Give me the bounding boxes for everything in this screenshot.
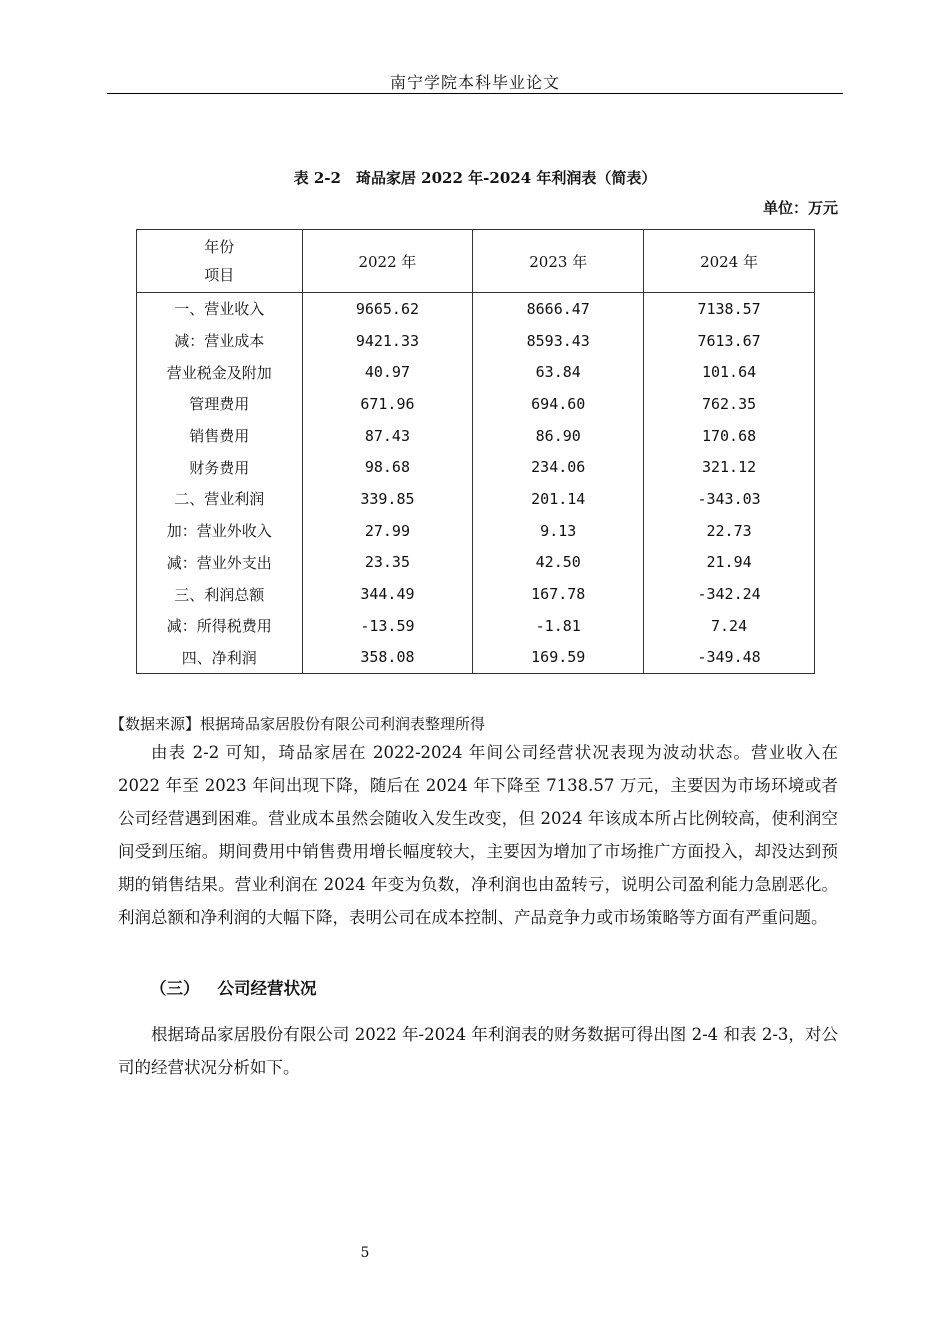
row-value: 344.49: [302, 578, 473, 610]
row-label: 财务费用: [137, 451, 303, 483]
row-value: 169.59: [473, 642, 644, 674]
table-row: [137, 325, 815, 357]
table-unit: 单位：万元: [762, 199, 838, 217]
row-label: 减：所得税费用: [137, 610, 303, 642]
row-value: 27.99: [302, 515, 473, 547]
row-value: 201.14: [473, 483, 644, 515]
row-value: 7.24: [644, 610, 815, 642]
row-value: -342.24: [644, 578, 815, 610]
table-row: [137, 578, 815, 610]
row-label: 加：营业外收入: [137, 515, 303, 547]
running-header: 南宁学院本科毕业论文: [389, 73, 560, 92]
row-value: 7138.57: [644, 293, 815, 325]
year-header-2022: 2022 年: [302, 230, 473, 293]
row-value: 671.96: [302, 388, 473, 420]
row-value: 22.73: [644, 515, 815, 547]
row-value: 339.85: [302, 483, 473, 515]
row-label: 一、营业收入: [137, 293, 303, 325]
profit-table: [136, 229, 815, 674]
page-number: 5: [360, 1245, 370, 1261]
table-row: [137, 451, 815, 483]
row-value: 87.43: [302, 420, 473, 452]
section-title: 公司经营状况: [217, 979, 317, 998]
row-value: 98.68: [302, 451, 473, 483]
row-value: 7613.67: [644, 325, 815, 357]
year-header-2024: 2024 年: [644, 230, 815, 293]
row-value: 9665.62: [302, 293, 473, 325]
row-value: 40.97: [302, 356, 473, 388]
table-row: [137, 515, 815, 547]
row-label: 销售费用: [137, 420, 303, 452]
row-value: 9421.33: [302, 325, 473, 357]
row-label: 管理费用: [137, 388, 303, 420]
table-body: [137, 293, 815, 674]
row-value: 9.13: [473, 515, 644, 547]
row-value: 8593.43: [473, 325, 644, 357]
row-label: 减：营业外支出: [137, 547, 303, 579]
row-value: 23.35: [302, 547, 473, 579]
corner-year-label: 年份: [204, 238, 235, 256]
row-label: 减：营业成本: [137, 325, 303, 357]
table-row: [137, 356, 815, 388]
row-value: 762.35: [644, 388, 815, 420]
table-row: [137, 483, 815, 515]
table-caption: 表 2-2 琦品家居 2022 年-2024 年利润表（简表）: [293, 169, 657, 187]
row-value: 167.78: [473, 578, 644, 610]
row-value: 21.94: [644, 547, 815, 579]
table-row: [137, 293, 815, 325]
row-value: 234.06: [473, 451, 644, 483]
table-row: [137, 642, 815, 674]
row-value: 694.60: [473, 388, 644, 420]
table-row: [137, 610, 815, 642]
row-value: 86.90: [473, 420, 644, 452]
row-value: 63.84: [473, 356, 644, 388]
row-value: 170.68: [644, 420, 815, 452]
table-row: [137, 420, 815, 452]
row-value: -13.59: [302, 610, 473, 642]
data-source-note: 【数据来源】根据琦品家居股份有限公司利润表整理所得: [110, 715, 486, 733]
row-label: 二、营业利润: [137, 483, 303, 515]
row-label: 三、利润总额: [137, 578, 303, 610]
header-rule: [107, 93, 843, 94]
table-row: [137, 388, 815, 420]
section-number: （三）: [150, 979, 200, 998]
corner-item-label: 项目: [204, 266, 235, 284]
row-value: -1.81: [473, 610, 644, 642]
row-label: 四、净利润: [137, 642, 303, 674]
analysis-paragraph: 由表 2-2 可知，琦品家居在 2022-2024 年间公司经营状况表现为波动状态。营业收入在 2022 年至 2023 年间出现下降，随后在 2024 年下降至 7138.57 万元，主要因为市场环境或者公司经营遇到困难。营业成本虽然会随收入发生改变，但 2024 年该成本所占比例较高，使利润空间受到压缩。期间费用中销售费用增长幅度较大，主要因为增加了市场推广方面投入，却没达到预期的销售结果。营业利润在 2024 年变为负数，净利润也由盈转亏，说明公司盈利能力急剧恶化。利润总额和净利润的大幅下降，表明公司在成本控制、产品竞争力或市场策略等方面有严重问题。: [118, 743, 838, 927]
row-value: 321.12: [644, 451, 815, 483]
table-header-row: [137, 230, 815, 293]
table-corner-cell: [137, 230, 303, 293]
row-value: -343.03: [644, 483, 815, 515]
row-value: 42.50: [473, 547, 644, 579]
table-row: [137, 547, 815, 579]
row-value: 101.64: [644, 356, 815, 388]
row-value: 8666.47: [473, 293, 644, 325]
row-value: -349.48: [644, 642, 815, 674]
intro-paragraph: 根据琦品家居股份有限公司 2022 年-2024 年利润表的财务数据可得出图 2-4 和表 2-3，对公司的经营状况分析如下。: [118, 1025, 838, 1077]
section-heading: [150, 975, 317, 999]
row-value: 358.08: [302, 642, 473, 674]
year-header-2023: 2023 年: [473, 230, 644, 293]
row-label: 营业税金及附加: [137, 356, 303, 388]
